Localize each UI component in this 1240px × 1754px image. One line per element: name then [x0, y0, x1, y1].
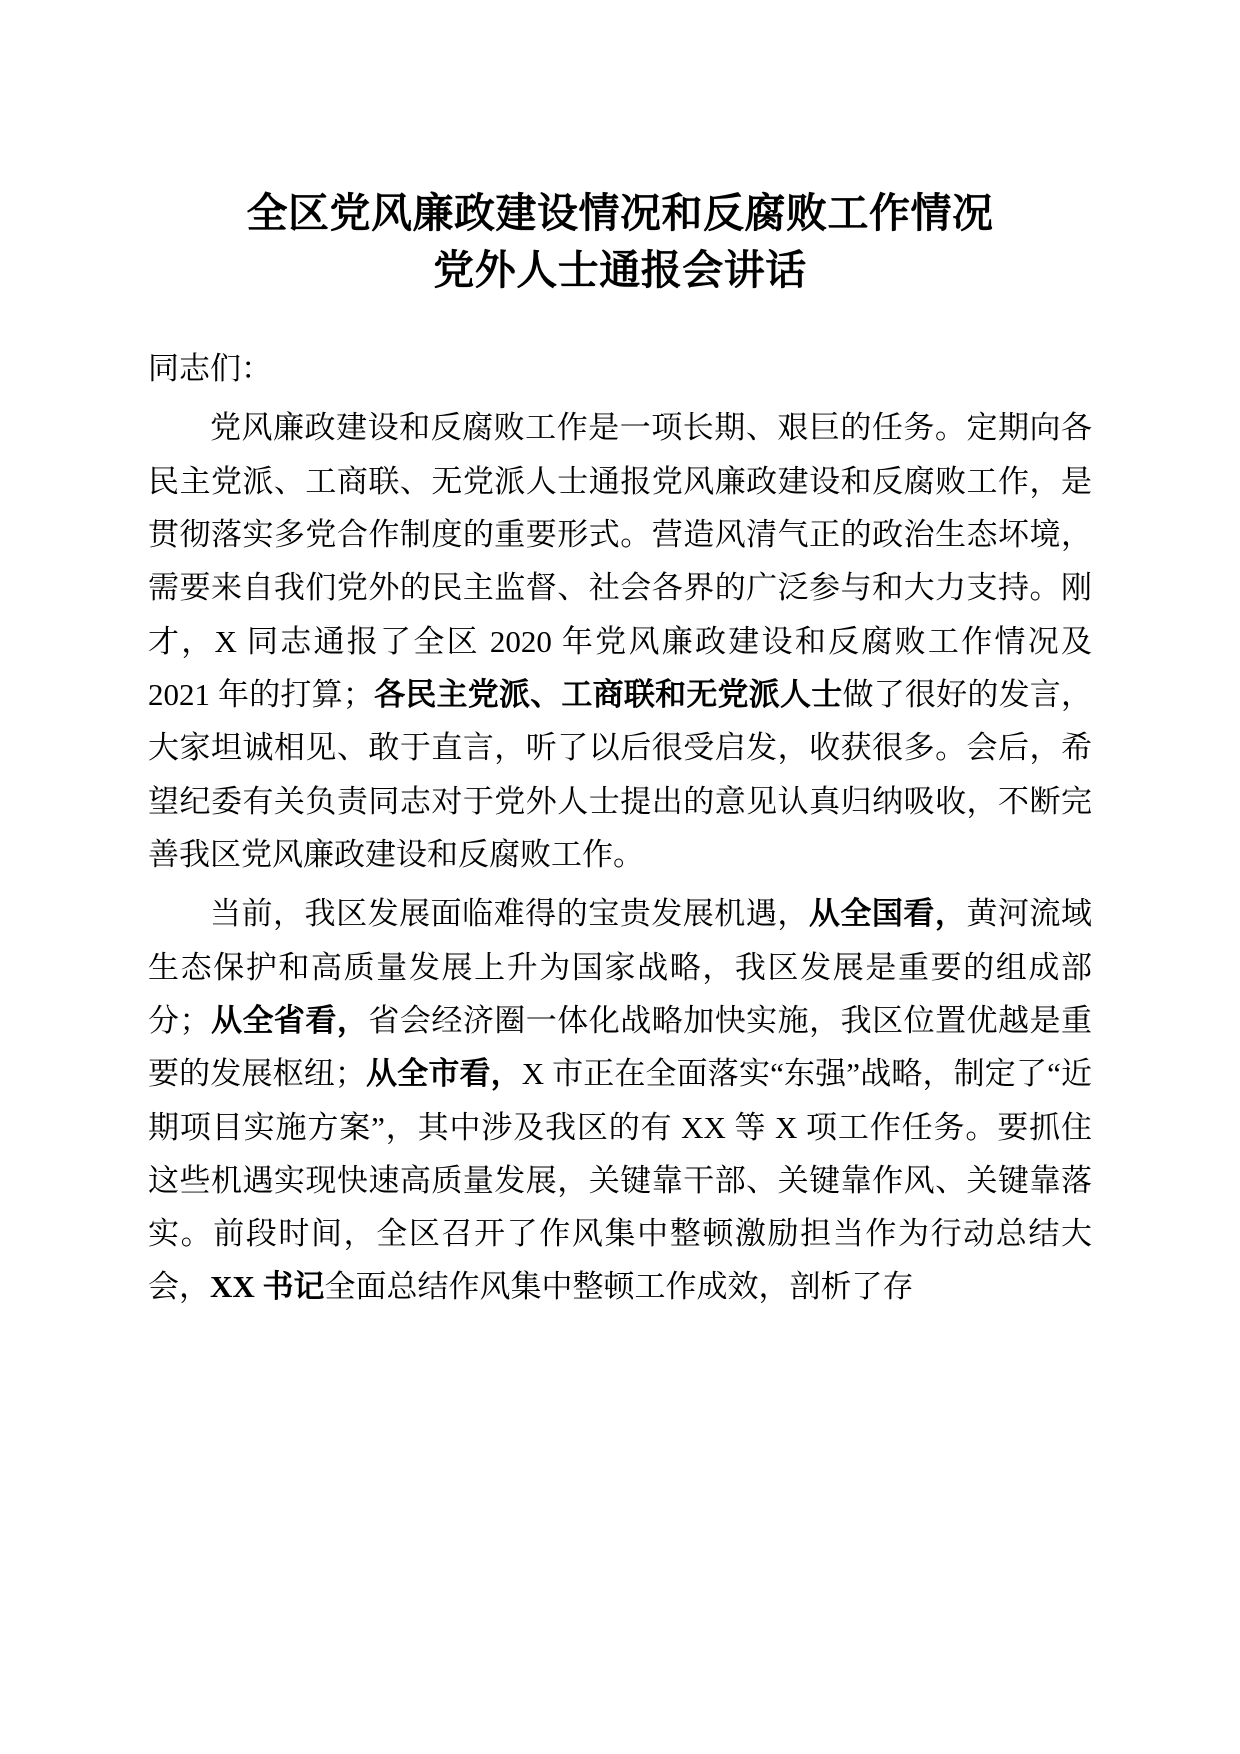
page-title-line-2: 党外人士通报会讲话 — [433, 246, 807, 293]
document-body — [148, 342, 1092, 1314]
body-text-run: 黄河流域生态保护和高质量发展上升为国家战略，我区发展是重要的组成部分； — [148, 896, 1093, 1038]
emphasis-text: 各民主党派、工商联和无党派人士 — [373, 677, 843, 713]
emphasis-text: 从全市看， — [365, 1056, 522, 1092]
body-text-run: 全面总结作风集中整顿工作成效，剖析了存 — [324, 1269, 914, 1305]
paragraph-2 — [148, 887, 1092, 1314]
page-title-line-1: 全区党风廉政建设情况和反腐败工作情况 — [246, 190, 994, 236]
body-text-run: 省会经济圈一体化战略加快实施，我区位置优越是重要的发展枢纽； — [148, 1002, 1093, 1092]
body-text-run: 党风廉政建设和反腐败工作是一项长期、艰巨的任务。定期向各民主党派、工商联、无党派人士通报党风廉政建设和反腐败工作，是贯彻落实多党合作制度的重要形式。营造风清气正的政治生态坏境，需要来自我们党外的民主监督、社会各界的广泛参与和大力支持。刚才，X 同志通报了全区 2020 年党风廉政建设和反腐败工作情况及 2021 年的打算； — [148, 410, 1092, 713]
body-text-run: X 市正在全面落实“东强”战略，制定了“近期项目实施方案”，其中涉及我区的有 XX 等 X 项工作任务。要抓住这些机遇实现快速高质量发展，关键靠干部、关键靠作风、关键靠落实。前段时间，全区召开了作风集中整顿激励担当作为行动总结大会， — [148, 1056, 1093, 1305]
emphasis-text: XX 书记 — [210, 1269, 325, 1305]
salutation: 同志们： — [148, 351, 272, 387]
body-text-run: 当前，我区发展面临难得的宝贵发展机遇， — [210, 896, 809, 932]
page-title — [148, 185, 1092, 298]
emphasis-text: 从全国看， — [808, 896, 967, 932]
paragraph-1 — [148, 401, 1092, 881]
body-text-run: 做了很好的发言，大家坦诚相见、敢于直言，听了以后很受启发，收获很多。会后，希望纪委有关负责同志对于党外人士提出的意见认真归纳吸收，不断完善我区党风廉政建设和反腐败工作。 — [148, 677, 1093, 872]
emphasis-text: 从全省看， — [210, 1002, 369, 1038]
